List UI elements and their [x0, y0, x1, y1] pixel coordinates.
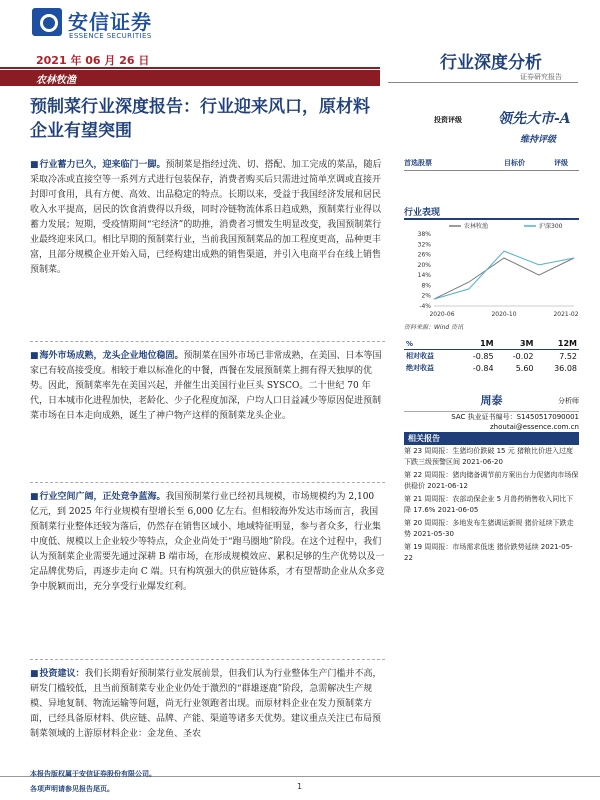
paragraph-text: 我们长期看好预制菜行业发展前景，但我们认为行业整体生产门槛并不高，研发门槛较低，且当前预制菜专业企业仍处于激烈的“群雄逐鹿”阶段，急需解决生产规模、异地复制、物流运输等问题，尚无行业领跑者出现。而原材料企业在发力预制菜方面，已经具备原材料、供应链、品牌、产能、渠道等诸多天优势。建议重点关注已布局预制菜领域的上游原材料企业：金龙鱼、圣农 — [30, 669, 382, 739]
y-tick-label: 20% — [417, 261, 431, 269]
analyst-role: 分析师 — [558, 397, 579, 405]
returns-table — [404, 338, 579, 374]
paragraph-divider — [30, 341, 385, 342]
stock-header-divider — [404, 170, 579, 171]
cell-value: -0.84 — [472, 363, 494, 373]
returns-header-row — [404, 338, 579, 350]
table-row — [404, 362, 579, 374]
paragraph-text: 预制菜是指经过洗、切、搭配、加工完成的菜品，随后采取冷冻或直接空等一系列方式进行包装保存，消费者购买后只需进过简单烹调或直接开封即可食用，具有方便、高效、出品稳定的特点。长期以来，受益于我国经济发展和居民收入水平提高，居民的饮食消费得以升级，同时冷链物流体系日趋成熟，预制菜行业得以蓄力发展；短期，受疫情期间“宅经济”的助推，消费者习惯发生明显改变，我国预制菜行业最终迎来风口。相比早期的预制菜行业，当前我国预制菜品的加工程度更高，品种更丰富，且部分规模企业开始入局，已经构建出成熟的销售渠道，并引入电商平台在线上销售预制菜。 — [30, 160, 382, 275]
report-subtype: 证券研究报告 — [520, 73, 562, 81]
page-number: 1 — [297, 782, 303, 791]
cell-value: 5.60 — [515, 363, 534, 373]
paragraph-divider — [30, 659, 385, 660]
paragraph-divider — [30, 482, 385, 483]
logo-mark-icon — [32, 8, 62, 36]
report-type: 行业深度分析 — [440, 53, 542, 73]
paragraph — [30, 490, 385, 595]
rating-label: 投资评级 — [434, 116, 462, 124]
analyst-name: 周泰 — [480, 394, 503, 407]
analyst-email[interactable]: zhoutai@essence.com.cn — [490, 423, 579, 431]
cell-value: -0.02 — [512, 351, 534, 361]
row-label: 相对收益 — [406, 352, 434, 360]
returns-header: % — [404, 338, 456, 350]
paragraph — [30, 349, 385, 424]
cell-value: -0.85 — [472, 351, 494, 361]
stock-header-c3: 评级 — [554, 159, 568, 167]
related-reports-title: 相关报告 — [404, 432, 579, 445]
x-tick-label: 2020-06 — [429, 311, 455, 318]
stock-header-c1: 首选股票 — [404, 159, 432, 167]
table-row — [404, 350, 579, 363]
y-tick-label: 32% — [417, 241, 431, 249]
paragraph-lead: ■ 投资建议： — [30, 669, 85, 679]
cell-value: 7.52 — [559, 351, 577, 361]
paragraph — [30, 667, 385, 742]
performance-title: 行业表现 — [404, 208, 441, 218]
related-reports-list — [404, 446, 579, 566]
company-logo — [32, 6, 202, 42]
paragraph — [30, 158, 385, 278]
rating-value: 领先大市-A — [498, 111, 571, 127]
analyst-block — [404, 392, 579, 432]
y-tick-label: -4% — [419, 303, 431, 310]
paragraph-lead: ■ 行业空间广阔，正处竞争蓝海。 — [30, 492, 166, 502]
y-tick-label: 14% — [417, 272, 431, 280]
related-report-item[interactable]: 第 19 周周报：市场需求低迷 猪价跌势延续 2021-05-22 — [404, 543, 573, 562]
y-tick-label: 38% — [417, 231, 431, 238]
logo-text-cn: 安信证券 — [68, 10, 152, 34]
returns-header: 12M — [536, 338, 580, 350]
row-label: 绝对收益 — [406, 364, 434, 372]
rating-note: 维持评级 — [520, 135, 557, 145]
header-divider — [0, 67, 380, 69]
performance-chart — [404, 218, 579, 322]
related-report-item[interactable]: 第 23 周周报：生猪均价跌破 15 元 猪粮比价进入过度下跌三级预警区间 2021-06-20 — [404, 447, 573, 466]
related-report-item[interactable]: 第 22 周周报：猪肉储备调节前方案出台力促猪肉市场保供稳价 2021-06-12 — [404, 471, 579, 490]
report-date: 2021 年 06 月 26 日 — [36, 54, 150, 67]
footer-copyright: 本报告版权属于安信证券股份有限公司。 — [30, 770, 156, 778]
x-tick-label: 2020-10 — [491, 311, 517, 318]
paragraph-lead: ■ 行业蓄力已久，迎来临门一脚。 — [30, 160, 166, 170]
report-title: 预制菜行业深度报告：行业迎来风口，原材料企业有望突围 — [30, 97, 370, 141]
y-tick-label: 26% — [417, 251, 431, 259]
related-report-item[interactable]: 第 21 周周报：农部动保企业 5 月兽药销售收入同比下降 17.6% 2021-06-05 — [404, 495, 574, 514]
cell-value: 36.08 — [554, 363, 577, 373]
logo-text-en: ESSENCE SECURITIES — [69, 32, 152, 40]
y-tick-label: 2% — [421, 292, 431, 300]
analyst-license: SAC 执业证书编号：S1450517090001 — [451, 413, 579, 421]
related-report-item[interactable]: 第 20 周周报：多地发布生猪调运新规 猪价延续下跌走势 2021-05-30 — [404, 519, 574, 538]
sector-label: 农林牧渔 — [36, 75, 76, 86]
paragraph-lead: ■ 海外市场成熟，龙头企业地位稳固。 — [30, 351, 184, 361]
returns-header: 3M — [496, 338, 536, 350]
paragraph-text: 我国预制菜行业已经初具规模，市场规模约为 2,100 亿元，到 2025 年行业规模有望增长至 6,000 亿左右。但相较海外发达市场而言，我国预制菜行业整体还较为落后，仍然存在销售区域小、地域特征明显，参与者众多，行业集中度低、规模以上企业较少等特点，众企业尚处于“跑马圈地”阶段。在这个过程中，我们认为预制菜企业需要先通过深耕 B 端市场，在形成规模效应、累积足够的生产优势以及一定品牌优势后，再逐步走向 C 端。只有构筑强大的供应链体系，才有望帮助企业从众多竞争中脱颖而出，充分享受行业爆发红利。 — [30, 492, 385, 592]
performance-chart-svg — [404, 220, 579, 320]
right-divider — [388, 82, 578, 83]
stock-header-c2: 目标价 — [504, 159, 525, 167]
y-tick-label: 8% — [421, 282, 431, 290]
x-tick-label: 2021-02 — [553, 311, 579, 318]
returns-header: 1M — [456, 338, 496, 350]
legend-label: 农林牧渔 — [464, 223, 489, 230]
chart-source: 资料来源：Wind 资讯 — [404, 324, 464, 331]
footer-disclaimer: 各项声明请参见报告尾页。 — [30, 785, 114, 793]
legend-label: 沪深300 — [539, 223, 563, 230]
paragraph-text: 预制菜在国外市场已非常成熟，在美国、日本等国家已有较高接受度。相较于难以标准化的中餐，西餐在发展预制菜上拥有得天独厚的优势。因此，预制菜率先在美国兴起，并催生出美国行业巨头 SYSCO。二十世纪 70 年代，日本城市化进程加快，老龄化、少子化程度加深，户均人口日益减少等原因促进预制菜市场在日本走向成熟，诞生了神户物产这样的预制菜龙头企业。 — [30, 351, 382, 421]
